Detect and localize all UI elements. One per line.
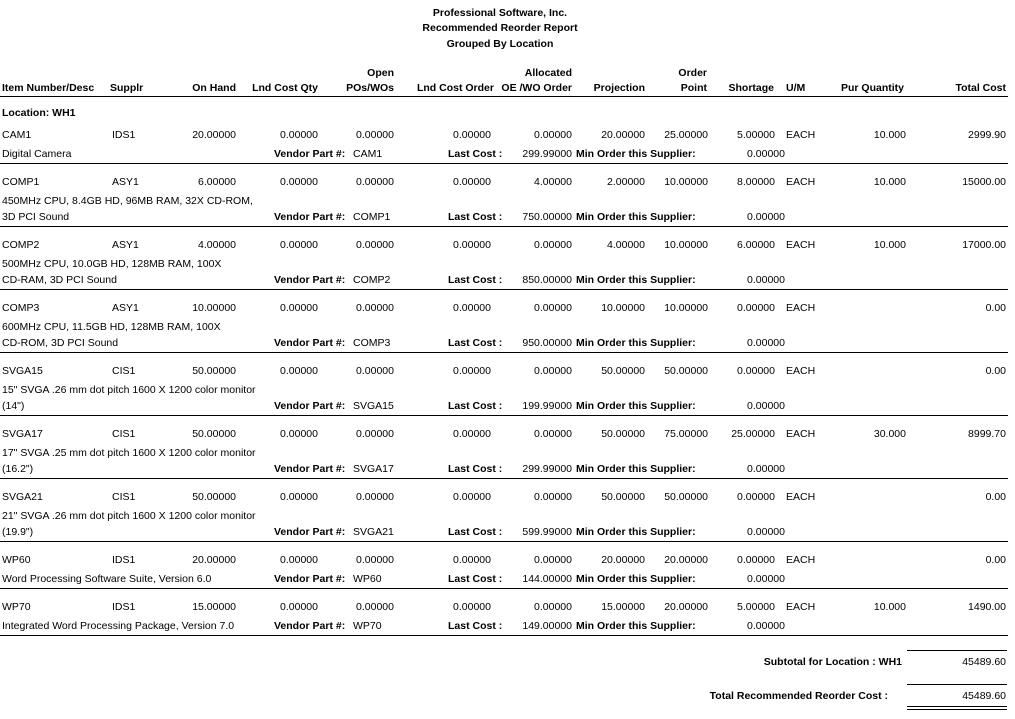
col-um: U/M: [786, 82, 806, 94]
cell-total-cost: 8999.70: [968, 428, 1006, 440]
cell-allocated: 0.00000: [534, 239, 572, 251]
item-description: 600MHz CPU, 11.5GB HD, 128MB RAM, 100X: [2, 321, 221, 333]
cell-item: SVGA21: [2, 491, 43, 503]
cell-order-point: 25.00000: [664, 129, 708, 141]
cell-on-hand: 15.00000: [192, 601, 236, 613]
cell-lnd-cost-qty: 0.00000: [280, 129, 318, 141]
cell-order-point: 20.00000: [664, 601, 708, 613]
last-cost-label: Last Cost :: [448, 573, 503, 585]
cell-open: 0.00000: [356, 239, 394, 251]
vendor-part-label: Vendor Part #:: [274, 148, 346, 160]
cell-item: WP70: [2, 601, 31, 613]
min-order-value: 0.00000: [747, 400, 785, 412]
cell-projection: 50.00000: [601, 365, 645, 377]
col-order-point-top: Order: [678, 67, 707, 79]
cell-shortage: 5.00000: [737, 129, 775, 141]
cell-um: EACH: [786, 239, 816, 251]
col-item: Item Number/Desc: [2, 82, 95, 94]
col-pur-quantity: Pur Quantity: [840, 82, 904, 94]
col-open-bottom: POs/WOs: [346, 82, 394, 94]
col-open-top: Open: [367, 67, 394, 79]
cell-lnd-cost-qty: 0.00000: [280, 365, 318, 377]
min-order-value: 0.00000: [747, 211, 785, 223]
last-cost-value: 199.99000: [522, 400, 572, 412]
cell-total-cost: 0.00: [985, 554, 1006, 566]
header-underline: [0, 96, 1008, 97]
cell-allocated: 0.00000: [534, 365, 572, 377]
cell-projection: 20.00000: [601, 129, 645, 141]
cell-um: EACH: [786, 601, 816, 613]
vendor-part-label: Vendor Part #:: [274, 337, 346, 349]
cell-open: 0.00000: [356, 129, 394, 141]
col-on-hand: On Hand: [192, 82, 236, 94]
cell-lnd-cost-qty: 0.00000: [280, 176, 318, 188]
cell-supplier: CIS1: [112, 491, 136, 503]
cell-item: COMP1: [2, 176, 40, 188]
cell-shortage: 0.00000: [737, 302, 775, 314]
item-description-line2: (14"): [2, 400, 25, 412]
cell-shortage: 6.00000: [737, 239, 775, 251]
cell-item: SVGA15: [2, 365, 43, 377]
cell-item: CAM1: [2, 129, 32, 141]
cell-order-point: 50.00000: [664, 491, 708, 503]
cell-on-hand: 20.00000: [192, 554, 236, 566]
cell-on-hand: 10.00000: [192, 302, 236, 314]
cell-um: EACH: [786, 554, 816, 566]
cell-projection: 15.00000: [601, 601, 645, 613]
report-subtitle: Grouped By Location: [446, 38, 554, 50]
item-description: 500MHz CPU, 10.0GB HD, 128MB RAM, 100X: [2, 258, 222, 270]
cell-lnd-cost-order: 0.00000: [453, 176, 491, 188]
cell-item: COMP2: [2, 239, 40, 251]
cell-on-hand: 50.00000: [192, 491, 236, 503]
cell-lnd-cost-order: 0.00000: [453, 491, 491, 503]
min-order-value: 0.00000: [747, 274, 785, 286]
last-cost-value: 144.00000: [522, 573, 572, 585]
cell-allocated: 0.00000: [534, 129, 572, 141]
cell-on-hand: 50.00000: [192, 428, 236, 440]
cell-um: EACH: [786, 176, 816, 188]
col-supplier: Supplr: [110, 82, 144, 94]
item-description-line2: 3D PCI Sound: [2, 211, 70, 223]
cell-pur-quantity: 10.000: [873, 176, 906, 188]
cell-total-cost: 17000.00: [962, 239, 1006, 251]
cell-pur-quantity: 30.000: [873, 428, 906, 440]
cell-supplier: ASY1: [112, 176, 139, 188]
vendor-part-value: COMP1: [353, 211, 391, 223]
total-line-top: [907, 684, 1007, 685]
cell-projection: 20.00000: [601, 554, 645, 566]
cell-projection: 4.00000: [607, 239, 645, 251]
cell-shortage: 0.00000: [737, 554, 775, 566]
row-separator: [0, 289, 1008, 290]
min-order-label: Min Order this Supplier:: [576, 274, 696, 286]
last-cost-value: 950.00000: [522, 337, 572, 349]
cell-allocated: 0.00000: [534, 491, 572, 503]
cell-open: 0.00000: [356, 302, 394, 314]
row-separator: [0, 163, 1008, 164]
report-title: Recommended Reorder Report: [422, 22, 578, 34]
item-description-line2: (19.9"): [2, 526, 34, 538]
vendor-part-value: COMP2: [353, 274, 391, 286]
total-value: 45489.60: [962, 690, 1006, 702]
cell-projection: 2.00000: [607, 176, 645, 188]
cell-um: EACH: [786, 365, 816, 377]
cell-allocated: 0.00000: [534, 601, 572, 613]
last-cost-value: 299.99000: [522, 148, 572, 160]
cell-on-hand: 6.00000: [198, 176, 236, 188]
cell-total-cost: 0.00: [985, 491, 1006, 503]
cell-pur-quantity: 10.000: [873, 129, 906, 141]
last-cost-value: 599.99000: [522, 526, 572, 538]
cell-lnd-cost-qty: 0.00000: [280, 239, 318, 251]
last-cost-label: Last Cost :: [448, 148, 503, 160]
cell-lnd-cost-qty: 0.00000: [280, 428, 318, 440]
min-order-label: Min Order this Supplier:: [576, 573, 696, 585]
col-projection: Projection: [593, 82, 645, 94]
vendor-part-value: SVGA15: [353, 400, 394, 412]
cell-pur-quantity: 10.000: [873, 239, 906, 251]
subtotal-value: 45489.60: [962, 656, 1006, 668]
vendor-part-label: Vendor Part #:: [274, 400, 346, 412]
item-description: Digital Camera: [2, 148, 72, 160]
location-heading: Location: WH1: [2, 107, 76, 119]
cell-open: 0.00000: [356, 601, 394, 613]
cell-supplier: IDS1: [112, 129, 136, 141]
col-lnd-cost-order: Lnd Cost Order: [416, 82, 494, 94]
min-order-value: 0.00000: [747, 148, 785, 160]
row-separator: [0, 478, 1008, 479]
last-cost-value: 149.00000: [522, 620, 572, 632]
cell-total-cost: 0.00: [985, 365, 1006, 377]
subtotal-line: [907, 650, 1007, 651]
min-order-label: Min Order this Supplier:: [576, 337, 696, 349]
cell-um: EACH: [786, 491, 816, 503]
cell-supplier: CIS1: [112, 365, 136, 377]
item-description-line2: CD-RAM, 3D PCI Sound: [2, 274, 117, 286]
vendor-part-value: WP70: [353, 620, 382, 632]
item-description: 15" SVGA .26 mm dot pitch 1600 X 1200 color monitor: [2, 384, 256, 396]
cell-lnd-cost-order: 0.00000: [453, 601, 491, 613]
cell-lnd-cost-order: 0.00000: [453, 129, 491, 141]
cell-order-point: 10.00000: [664, 176, 708, 188]
last-cost-label: Last Cost :: [448, 463, 503, 475]
vendor-part-label: Vendor Part #:: [274, 211, 346, 223]
cell-lnd-cost-qty: 0.00000: [280, 601, 318, 613]
cell-order-point: 10.00000: [664, 239, 708, 251]
item-description: 450MHz CPU, 8.4GB HD, 96MB RAM, 32X CD-ROM,: [2, 195, 253, 207]
last-cost-label: Last Cost :: [448, 400, 503, 412]
vendor-part-label: Vendor Part #:: [274, 526, 346, 538]
cell-lnd-cost-qty: 0.00000: [280, 554, 318, 566]
cell-order-point: 75.00000: [664, 428, 708, 440]
min-order-label: Min Order this Supplier:: [576, 463, 696, 475]
cell-allocated: 0.00000: [534, 302, 572, 314]
item-description: Word Processing Software Suite, Version 6.0: [2, 573, 212, 585]
min-order-value: 0.00000: [747, 337, 785, 349]
item-description-line2: (16.2"): [2, 463, 34, 475]
last-cost-label: Last Cost :: [448, 274, 503, 286]
cell-pur-quantity: 10.000: [873, 601, 906, 613]
min-order-label: Min Order this Supplier:: [576, 211, 696, 223]
cell-total-cost: 1490.00: [968, 601, 1006, 613]
vendor-part-value: SVGA17: [353, 463, 394, 475]
cell-total-cost: 15000.00: [962, 176, 1006, 188]
vendor-part-label: Vendor Part #:: [274, 620, 346, 632]
cell-shortage: 25.00000: [731, 428, 775, 440]
min-order-label: Min Order this Supplier:: [576, 148, 696, 160]
vendor-part-value: COMP3: [353, 337, 391, 349]
last-cost-value: 850.00000: [522, 274, 572, 286]
cell-open: 0.00000: [356, 365, 394, 377]
cell-item: SVGA17: [2, 428, 43, 440]
cell-lnd-cost-order: 0.00000: [453, 239, 491, 251]
min-order-label: Min Order this Supplier:: [576, 526, 696, 538]
row-separator: [0, 541, 1008, 542]
cell-um: EACH: [786, 428, 816, 440]
min-order-label: Min Order this Supplier:: [576, 620, 696, 632]
row-separator: [0, 415, 1008, 416]
item-description-line2: CD-ROM, 3D PCI Sound: [2, 337, 119, 349]
cell-order-point: 50.00000: [664, 365, 708, 377]
total-label: Total Recommended Reorder Cost :: [709, 690, 888, 702]
last-cost-value: 299.99000: [522, 463, 572, 475]
total-line-double-2: [907, 709, 1007, 710]
cell-um: EACH: [786, 129, 816, 141]
col-shortage: Shortage: [728, 82, 774, 94]
last-cost-value: 750.00000: [522, 211, 572, 223]
col-allocated-top: Allocated: [524, 67, 572, 79]
col-total-cost: Total Cost: [955, 82, 1006, 94]
col-order-point-bottom: Point: [680, 82, 707, 94]
cell-supplier: ASY1: [112, 239, 139, 251]
row-separator: [0, 352, 1008, 353]
cell-lnd-cost-qty: 0.00000: [280, 302, 318, 314]
last-cost-label: Last Cost :: [448, 526, 503, 538]
vendor-part-label: Vendor Part #:: [274, 573, 346, 585]
min-order-value: 0.00000: [747, 573, 785, 585]
cell-shortage: 5.00000: [737, 601, 775, 613]
cell-item: WP60: [2, 554, 31, 566]
cell-supplier: IDS1: [112, 601, 136, 613]
min-order-label: Min Order this Supplier:: [576, 400, 696, 412]
cell-on-hand: 20.00000: [192, 129, 236, 141]
min-order-value: 0.00000: [747, 463, 785, 475]
cell-lnd-cost-order: 0.00000: [453, 302, 491, 314]
cell-order-point: 20.00000: [664, 554, 708, 566]
cell-projection: 50.00000: [601, 491, 645, 503]
cell-projection: 10.00000: [601, 302, 645, 314]
row-separator: [0, 226, 1008, 227]
row-separator: [0, 588, 1008, 589]
subtotal-label: Subtotal for Location : WH1: [763, 656, 902, 668]
cell-allocated: 0.00000: [534, 428, 572, 440]
cell-lnd-cost-order: 0.00000: [453, 554, 491, 566]
cell-total-cost: 0.00: [985, 302, 1006, 314]
min-order-value: 0.00000: [747, 526, 785, 538]
cell-allocated: 0.00000: [534, 554, 572, 566]
cell-projection: 50.00000: [601, 428, 645, 440]
min-order-value: 0.00000: [747, 620, 785, 632]
cell-total-cost: 2999.90: [968, 129, 1006, 141]
item-description: Integrated Word Processing Package, Version 7.0: [2, 620, 235, 632]
cell-shortage: 0.00000: [737, 491, 775, 503]
cell-supplier: CIS1: [112, 428, 136, 440]
cell-supplier: ASY1: [112, 302, 139, 314]
cell-open: 0.00000: [356, 491, 394, 503]
cell-open: 0.00000: [356, 554, 394, 566]
cell-um: EACH: [786, 302, 816, 314]
cell-order-point: 10.00000: [664, 302, 708, 314]
item-description: 21" SVGA .26 mm dot pitch 1600 X 1200 color monitor: [2, 510, 256, 522]
cell-lnd-cost-order: 0.00000: [453, 365, 491, 377]
last-cost-label: Last Cost :: [448, 211, 503, 223]
col-lnd-cost-qty: Lnd Cost Qty: [252, 82, 318, 94]
vendor-part-label: Vendor Part #:: [274, 463, 346, 475]
cell-shortage: 8.00000: [737, 176, 775, 188]
cell-allocated: 4.00000: [534, 176, 572, 188]
cell-lnd-cost-qty: 0.00000: [280, 491, 318, 503]
vendor-part-label: Vendor Part #:: [274, 274, 346, 286]
col-allocated-bottom: OE /WO Order: [501, 82, 572, 94]
cell-open: 0.00000: [356, 176, 394, 188]
company-name: Professional Software, Inc.: [432, 7, 568, 19]
vendor-part-value: WP60: [353, 573, 382, 585]
row-separator: [0, 635, 1008, 636]
last-cost-label: Last Cost :: [448, 620, 503, 632]
cell-on-hand: 4.00000: [198, 239, 236, 251]
total-line-double-1: [907, 706, 1007, 707]
vendor-part-value: CAM1: [353, 148, 383, 160]
cell-item: COMP3: [2, 302, 40, 314]
cell-supplier: IDS1: [112, 554, 136, 566]
cell-shortage: 0.00000: [737, 365, 775, 377]
item-description: 17" SVGA .25 mm dot pitch 1600 X 1200 color monitor: [2, 447, 256, 459]
cell-open: 0.00000: [356, 428, 394, 440]
last-cost-label: Last Cost :: [448, 337, 503, 349]
cell-lnd-cost-order: 0.00000: [453, 428, 491, 440]
cell-on-hand: 50.00000: [192, 365, 236, 377]
vendor-part-value: SVGA21: [353, 526, 394, 538]
